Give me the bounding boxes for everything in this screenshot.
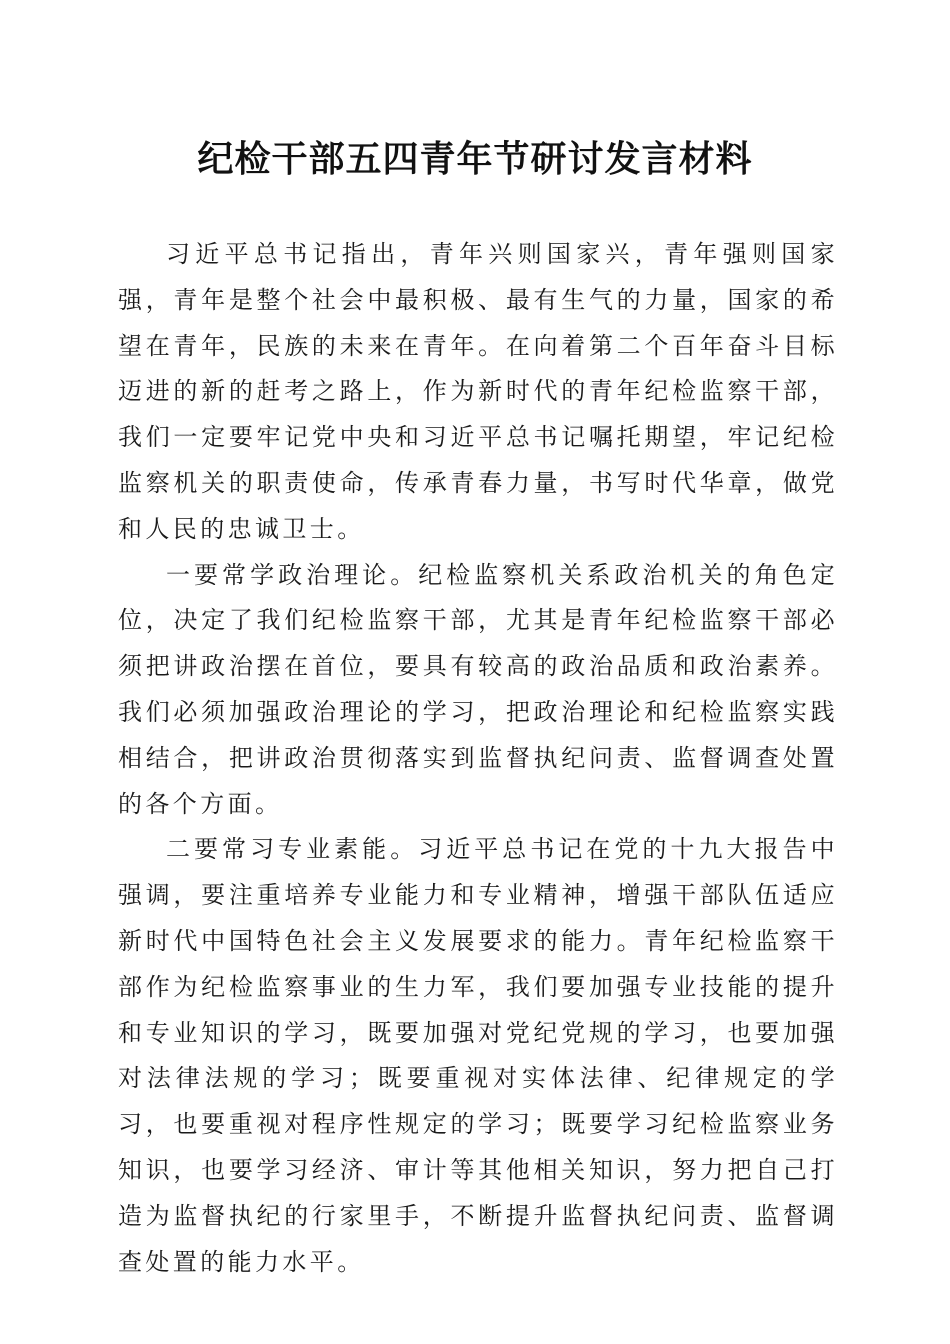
document-title: 纪检干部五四青年节研讨发言材料 [197, 139, 753, 180]
document-body [118, 232, 838, 1285]
paragraph-professional-skills: 二要常习专业素能。习近平总书记在党的十九大报告中强调，要注重培养专业能力和专业精神，增强干部队伍适应新时代中国特色社会主义发展要求的能力。青年纪检监察干部作为纪检监察事业的生力军，我们要加强专业技能的提升和专业知识的学习，既要加强对党纪党规的学习，也要加强对法律法规的学习；既要重视对实体法律、纪律规定的学习，也要重视对程序性规定的学习；既要学习纪检监察业务知识，也要学习经济、审计等其他相关知识，努力把自己打造为监督执纪的行家里手，不断提升监督执纪问责、监督调查处置的能力水平。 [118, 835, 838, 1276]
paragraph-intro: 习近平总书记指出，青年兴则国家兴，青年强则国家强，青年是整个社会中最积极、最有生气的力量，国家的希望在青年，民族的未来在青年。在向着第二个百年奋斗目标迈进的新的赶考之路上，作为新时代的青年纪检监察干部，我们一定要牢记党中央和习近平总书记嘱托期望，牢记纪检监察机关的职责使命，传承青春力量，书写时代华章，做党和人民的忠诚卫士。 [118, 240, 838, 543]
paragraph-political-theory: 一要常学政治理论。纪检监察机关系政治机关的角色定位，决定了我们纪检监察干部，尤其是青年纪检监察干部必须把讲政治摆在首位，要具有较高的政治品质和政治素养。我们必须加强政治理论的学习，把政治理论和纪检监察实践相结合，把讲政治贯彻落实到监督执纪问责、监督调查处置的各个方面。 [118, 560, 838, 818]
